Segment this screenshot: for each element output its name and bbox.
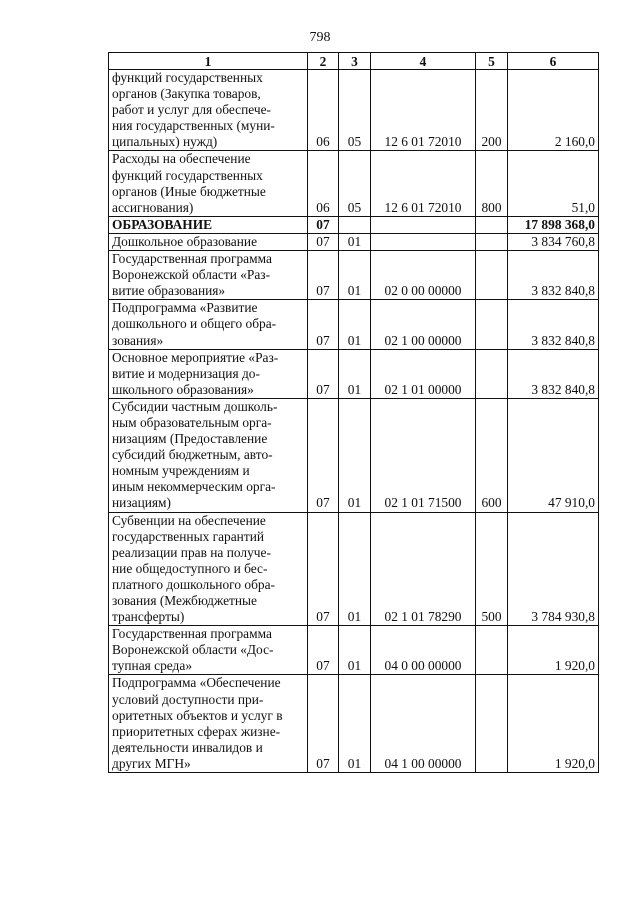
expense-type-cell — [476, 349, 508, 398]
target-article-cell: 04 0 00 00000 — [371, 626, 476, 675]
amount-cell: 3 832 840,8 — [508, 300, 599, 349]
expense-type-cell: 800 — [476, 151, 508, 216]
row-name-cell: Основное мероприятие «Раз- витие и модернизация до- школьного образования» — [109, 349, 308, 398]
target-article-cell: 02 0 00 00000 — [371, 251, 476, 300]
table-row — [109, 512, 599, 626]
row-name-cell: Субвенции на обеспечение государственных гарантий реализации прав на получе- ние общедоступного и бес- платного дошкольного обра- зования (Межбюджетные трансферты) — [109, 512, 308, 626]
row-name-cell: Подпрограмма «Обеспечение условий доступности при- оритетных объектов и услуг в приоритетных сферах жизне- деятельности инвалидов и других МГН» — [109, 675, 308, 773]
subsection-code-cell — [339, 216, 371, 233]
subsection-code-cell: 01 — [339, 675, 371, 773]
section-code-cell: 07 — [308, 675, 339, 773]
target-article-cell: 02 1 01 00000 — [371, 349, 476, 398]
amount-cell: 17 898 368,0 — [508, 216, 599, 233]
subsection-code-cell: 01 — [339, 512, 371, 626]
section-code-cell: 07 — [308, 349, 339, 398]
amount-cell: 3 784 930,8 — [508, 512, 599, 626]
row-name-cell: функций государственных органов (Закупка товаров, работ и услуг для обеспече- ния государственных (муни- ципальных) нужд) — [109, 70, 308, 151]
expense-type-cell: 500 — [476, 512, 508, 626]
section-code-cell: 07 — [308, 398, 339, 512]
table-row — [109, 216, 599, 233]
column-header: 4 — [371, 53, 476, 70]
amount-cell: 3 832 840,8 — [508, 251, 599, 300]
expense-type-cell — [476, 251, 508, 300]
target-article-cell: 12 6 01 72010 — [371, 70, 476, 151]
table-header-row — [109, 53, 599, 70]
row-name-cell: Расходы на обеспечение функций государственных органов (Иные бюджетные ассигнования) — [109, 151, 308, 216]
row-name-cell: Субсидии частным дошколь- ным образовательным орга- низациям (Предоставление субсидий бюджетным, авто- номным учреждениям и иным некоммерческим орга- низациям) — [109, 398, 308, 512]
table-row — [109, 70, 599, 151]
expense-type-cell — [476, 626, 508, 675]
column-header: 2 — [308, 53, 339, 70]
amount-cell: 47 910,0 — [508, 398, 599, 512]
subsection-code-cell: 01 — [339, 349, 371, 398]
target-article-cell: 04 1 00 00000 — [371, 675, 476, 773]
column-header: 5 — [476, 53, 508, 70]
expense-type-cell — [476, 216, 508, 233]
table-row — [109, 349, 599, 398]
expense-type-cell: 200 — [476, 70, 508, 151]
section-code-cell: 06 — [308, 151, 339, 216]
expense-type-cell — [476, 300, 508, 349]
amount-cell: 3 832 840,8 — [508, 349, 599, 398]
section-code-cell: 06 — [308, 70, 339, 151]
amount-cell: 51,0 — [508, 151, 599, 216]
section-code-cell: 07 — [308, 251, 339, 300]
expense-type-cell: 600 — [476, 398, 508, 512]
expense-type-cell — [476, 675, 508, 773]
section-code-cell: 07 — [308, 512, 339, 626]
page-number: 798 — [309, 30, 331, 45]
row-name-cell: ОБРАЗОВАНИЕ — [109, 216, 308, 233]
amount-cell: 2 160,0 — [508, 70, 599, 151]
section-code-cell: 07 — [308, 233, 339, 250]
section-code-cell: 07 — [308, 300, 339, 349]
column-header: 1 — [109, 53, 308, 70]
budget-table — [108, 52, 599, 773]
table-row — [109, 626, 599, 675]
row-name-cell: Дошкольное образование — [109, 233, 308, 250]
section-code-cell: 07 — [308, 626, 339, 675]
section-code-cell: 07 — [308, 216, 339, 233]
column-header: 3 — [339, 53, 371, 70]
table-row — [109, 251, 599, 300]
target-article-cell: 02 1 01 78290 — [371, 512, 476, 626]
row-name-cell: Подпрограмма «Развитие дошкольного и общего обра- зования» — [109, 300, 308, 349]
expense-type-cell — [476, 233, 508, 250]
amount-cell: 1 920,0 — [508, 626, 599, 675]
target-article-cell — [371, 233, 476, 250]
subsection-code-cell: 01 — [339, 251, 371, 300]
row-name-cell: Государственная программа Воронежской области «Раз- витие образования» — [109, 251, 308, 300]
subsection-code-cell: 01 — [339, 233, 371, 250]
target-article-cell — [371, 216, 476, 233]
table-body — [109, 70, 599, 773]
subsection-code-cell: 01 — [339, 398, 371, 512]
amount-cell: 3 834 760,8 — [508, 233, 599, 250]
column-header: 6 — [508, 53, 599, 70]
row-name-cell: Государственная программа Воронежской области «Дос- тупная среда» — [109, 626, 308, 675]
table-row — [109, 233, 599, 250]
amount-cell: 1 920,0 — [508, 675, 599, 773]
subsection-code-cell: 01 — [339, 300, 371, 349]
table-row — [109, 300, 599, 349]
subsection-code-cell: 01 — [339, 626, 371, 675]
target-article-cell: 02 1 01 71500 — [371, 398, 476, 512]
target-article-cell: 02 1 00 00000 — [371, 300, 476, 349]
subsection-code-cell: 05 — [339, 70, 371, 151]
target-article-cell: 12 6 01 72010 — [371, 151, 476, 216]
table-row — [109, 675, 599, 773]
table-row — [109, 151, 599, 216]
subsection-code-cell: 05 — [339, 151, 371, 216]
table-row — [109, 398, 599, 512]
